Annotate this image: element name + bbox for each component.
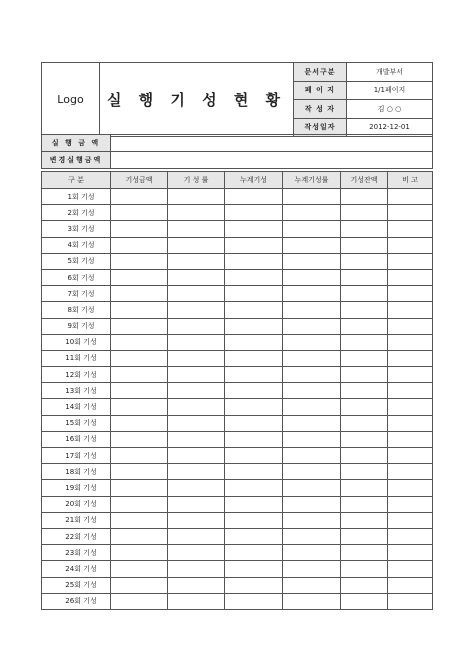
table-cell[interactable] — [341, 205, 388, 221]
row-label: 12회 기성 — [42, 367, 111, 383]
column-header: 누계기성 — [225, 172, 283, 189]
meta-value-page[interactable]: 1/1페이지 — [347, 81, 433, 100]
table-cell[interactable] — [388, 367, 433, 383]
table-cell[interactable] — [111, 318, 168, 334]
row-label: 17회 기성 — [42, 448, 111, 464]
table-cell[interactable] — [283, 253, 341, 269]
table-cell[interactable] — [168, 237, 225, 253]
table-cell[interactable] — [283, 334, 341, 350]
table-cell[interactable] — [111, 350, 168, 366]
table-cell[interactable] — [168, 415, 225, 431]
table-cell[interactable] — [225, 189, 283, 205]
table-cell[interactable] — [341, 399, 388, 415]
table-row — [42, 561, 433, 577]
table-cell[interactable] — [283, 448, 341, 464]
table-cell[interactable] — [341, 350, 388, 366]
table-cell[interactable] — [168, 286, 225, 302]
table-cell[interactable] — [111, 205, 168, 221]
table-cell[interactable] — [111, 302, 168, 318]
table-cell[interactable] — [283, 286, 341, 302]
table-cell[interactable] — [168, 269, 225, 285]
table-cell[interactable] — [283, 350, 341, 366]
table-cell[interactable] — [341, 415, 388, 431]
table-cell[interactable] — [388, 431, 433, 447]
table-cell[interactable] — [341, 269, 388, 285]
table-cell[interactable] — [111, 512, 168, 528]
table-cell[interactable] — [225, 512, 283, 528]
table-cell[interactable] — [225, 350, 283, 366]
table-cell[interactable] — [283, 367, 341, 383]
table-cell[interactable] — [283, 189, 341, 205]
table-row — [42, 350, 433, 366]
row-label: 23회 기성 — [42, 545, 111, 561]
table-row — [42, 205, 433, 221]
table-cell[interactable] — [225, 577, 283, 593]
table-cell[interactable] — [388, 237, 433, 253]
table-cell[interactable] — [111, 593, 168, 609]
table-cell[interactable] — [111, 415, 168, 431]
table-cell[interactable] — [341, 464, 388, 480]
table-cell[interactable] — [111, 237, 168, 253]
table-cell[interactable] — [111, 561, 168, 577]
table-cell[interactable] — [388, 189, 433, 205]
table-cell[interactable] — [168, 448, 225, 464]
table-cell[interactable] — [388, 448, 433, 464]
table-cell[interactable] — [111, 496, 168, 512]
meta-label-date: 작성일자 — [294, 118, 347, 137]
table-cell[interactable] — [168, 561, 225, 577]
table-cell[interactable] — [225, 561, 283, 577]
table-cell[interactable] — [388, 480, 433, 496]
table-row — [42, 286, 433, 302]
table-row — [42, 464, 433, 480]
table-cell[interactable] — [168, 577, 225, 593]
table-row — [42, 496, 433, 512]
table-cell[interactable] — [283, 480, 341, 496]
table-cell[interactable] — [341, 431, 388, 447]
table-cell[interactable] — [225, 237, 283, 253]
table-row — [42, 545, 433, 561]
row-label: 20회 기성 — [42, 496, 111, 512]
table-cell[interactable] — [111, 480, 168, 496]
table-cell[interactable] — [168, 545, 225, 561]
row-label: 24회 기성 — [42, 561, 111, 577]
table-cell[interactable] — [283, 237, 341, 253]
table-cell[interactable] — [225, 205, 283, 221]
progress-table — [41, 171, 433, 610]
row-label: 21회 기성 — [42, 512, 111, 528]
table-cell[interactable] — [341, 383, 388, 399]
table-cell[interactable] — [388, 399, 433, 415]
row-label: 3회 기성 — [42, 221, 111, 237]
column-header: 구 분 — [42, 172, 111, 189]
table-cell[interactable] — [388, 561, 433, 577]
row-label: 16회 기성 — [42, 431, 111, 447]
table-cell[interactable] — [283, 221, 341, 237]
table-cell[interactable] — [283, 496, 341, 512]
row-label: 6회 기성 — [42, 269, 111, 285]
table-cell[interactable] — [341, 237, 388, 253]
table-cell[interactable] — [283, 399, 341, 415]
table-cell[interactable] — [283, 464, 341, 480]
table-cell[interactable] — [111, 253, 168, 269]
meta-label-author: 작 성 자 — [294, 100, 347, 119]
table-cell[interactable] — [283, 577, 341, 593]
row-label: 19회 기성 — [42, 480, 111, 496]
table-cell[interactable] — [225, 496, 283, 512]
table-cell[interactable] — [283, 205, 341, 221]
table-cell[interactable] — [341, 480, 388, 496]
meta-label-page: 페 이 지 — [294, 81, 347, 100]
table-cell[interactable] — [168, 464, 225, 480]
table-cell[interactable] — [388, 269, 433, 285]
table-cell[interactable] — [283, 593, 341, 609]
table-row — [42, 334, 433, 350]
column-header: 기 성 률 — [168, 172, 225, 189]
logo: Logo — [42, 63, 100, 137]
table-cell[interactable] — [111, 367, 168, 383]
row-label: 14회 기성 — [42, 399, 111, 415]
table-cell[interactable] — [283, 431, 341, 447]
table-cell[interactable] — [388, 286, 433, 302]
table-cell[interactable] — [341, 318, 388, 334]
table-cell[interactable] — [111, 464, 168, 480]
changed-execution-amount-field[interactable] — [111, 152, 433, 169]
table-cell[interactable] — [388, 528, 433, 544]
row-label: 26회 기성 — [42, 593, 111, 609]
table-cell[interactable] — [388, 221, 433, 237]
row-label: 4회 기성 — [42, 237, 111, 253]
table-cell[interactable] — [341, 593, 388, 609]
table-cell[interactable] — [168, 350, 225, 366]
table-row — [42, 253, 433, 269]
document-title: 실 행 기 성 현 황 — [100, 63, 294, 137]
table-cell[interactable] — [283, 383, 341, 399]
table-cell[interactable] — [341, 577, 388, 593]
table-cell[interactable] — [168, 383, 225, 399]
table-row — [42, 189, 433, 205]
table-cell[interactable] — [168, 334, 225, 350]
table-row — [42, 399, 433, 415]
column-header: 기성금액 — [111, 172, 168, 189]
table-cell[interactable] — [225, 593, 283, 609]
table-cell[interactable] — [283, 545, 341, 561]
table-cell[interactable] — [225, 448, 283, 464]
table-cell[interactable] — [341, 189, 388, 205]
table-cell[interactable] — [341, 334, 388, 350]
table-cell[interactable] — [111, 269, 168, 285]
table-cell[interactable] — [388, 253, 433, 269]
table-cell[interactable] — [388, 205, 433, 221]
table-cell[interactable] — [341, 221, 388, 237]
table-row — [42, 383, 433, 399]
table-cell[interactable] — [225, 480, 283, 496]
table-row — [42, 577, 433, 593]
table-cell[interactable] — [225, 318, 283, 334]
table-cell[interactable] — [111, 383, 168, 399]
table-cell[interactable] — [388, 302, 433, 318]
meta-label-doc-type: 문서구분 — [294, 63, 347, 82]
row-label: 10회 기성 — [42, 334, 111, 350]
table-header-row — [42, 172, 433, 189]
table-cell[interactable] — [225, 464, 283, 480]
amount-table — [41, 134, 433, 169]
table-cell[interactable] — [168, 189, 225, 205]
table-cell[interactable] — [283, 302, 341, 318]
table-cell[interactable] — [111, 528, 168, 544]
table-cell[interactable] — [341, 496, 388, 512]
table-cell[interactable] — [111, 286, 168, 302]
table-cell[interactable] — [388, 577, 433, 593]
table-cell[interactable] — [111, 334, 168, 350]
table-cell[interactable] — [225, 545, 283, 561]
table-cell[interactable] — [388, 415, 433, 431]
table-cell[interactable] — [168, 367, 225, 383]
row-label: 8회 기성 — [42, 302, 111, 318]
table-cell[interactable] — [168, 399, 225, 415]
execution-amount-field[interactable] — [111, 135, 433, 152]
table-cell[interactable] — [388, 318, 433, 334]
table-cell[interactable] — [388, 545, 433, 561]
table-cell[interactable] — [225, 383, 283, 399]
table-row — [42, 448, 433, 464]
row-label: 18회 기성 — [42, 464, 111, 480]
table-row — [42, 593, 433, 609]
table-cell[interactable] — [111, 399, 168, 415]
table-cell[interactable] — [388, 593, 433, 609]
column-header: 기성잔액 — [341, 172, 388, 189]
table-row — [42, 415, 433, 431]
table-row — [42, 480, 433, 496]
table-cell[interactable] — [111, 448, 168, 464]
table-cell[interactable] — [388, 464, 433, 480]
table-cell[interactable] — [388, 512, 433, 528]
table-cell[interactable] — [388, 383, 433, 399]
table-cell[interactable] — [225, 286, 283, 302]
table-cell[interactable] — [341, 561, 388, 577]
table-cell[interactable] — [168, 480, 225, 496]
table-row — [42, 431, 433, 447]
table-cell[interactable] — [388, 334, 433, 350]
table-cell[interactable] — [168, 528, 225, 544]
table-cell[interactable] — [168, 205, 225, 221]
header-table — [41, 62, 433, 137]
column-header: 비 고 — [388, 172, 433, 189]
meta-value-date[interactable]: 2012-12-01 — [347, 118, 433, 137]
table-cell[interactable] — [225, 399, 283, 415]
table-row — [42, 269, 433, 285]
changed-execution-amount-label: 변경실행금액 — [42, 152, 111, 169]
execution-amount-label: 실 행 금 액 — [42, 135, 111, 152]
table-cell[interactable] — [111, 189, 168, 205]
row-label: 9회 기성 — [42, 318, 111, 334]
table-row — [42, 318, 433, 334]
row-label: 22회 기성 — [42, 528, 111, 544]
table-cell[interactable] — [341, 528, 388, 544]
table-row — [42, 221, 433, 237]
table-cell[interactable] — [168, 593, 225, 609]
table-cell[interactable] — [111, 221, 168, 237]
table-cell[interactable] — [168, 253, 225, 269]
table-cell[interactable] — [341, 253, 388, 269]
row-label: 11회 기성 — [42, 350, 111, 366]
table-cell[interactable] — [388, 496, 433, 512]
table-cell[interactable] — [388, 350, 433, 366]
table-cell[interactable] — [341, 367, 388, 383]
table-cell[interactable] — [225, 367, 283, 383]
row-label: 7회 기성 — [42, 286, 111, 302]
table-row — [42, 528, 433, 544]
table-cell[interactable] — [225, 415, 283, 431]
table-cell[interactable] — [283, 269, 341, 285]
column-header: 누계기성률 — [283, 172, 341, 189]
table-cell[interactable] — [283, 415, 341, 431]
table-cell[interactable] — [341, 545, 388, 561]
table-row — [42, 237, 433, 253]
table-row — [42, 367, 433, 383]
row-label: 5회 기성 — [42, 253, 111, 269]
table-cell[interactable] — [111, 577, 168, 593]
table-row — [42, 302, 433, 318]
table-cell[interactable] — [341, 512, 388, 528]
table-cell[interactable] — [225, 334, 283, 350]
table-row — [42, 512, 433, 528]
table-cell[interactable] — [283, 318, 341, 334]
table-cell[interactable] — [225, 269, 283, 285]
table-cell[interactable] — [225, 528, 283, 544]
row-label: 2회 기성 — [42, 205, 111, 221]
table-cell[interactable] — [168, 512, 225, 528]
table-cell[interactable] — [341, 286, 388, 302]
table-cell[interactable] — [111, 431, 168, 447]
table-cell[interactable] — [283, 512, 341, 528]
meta-value-doc-type[interactable]: 개발부서 — [347, 63, 433, 82]
table-cell[interactable] — [168, 496, 225, 512]
table-cell[interactable] — [225, 221, 283, 237]
table-cell[interactable] — [168, 431, 225, 447]
table-cell[interactable] — [168, 221, 225, 237]
row-label: 15회 기성 — [42, 415, 111, 431]
row-label: 1회 기성 — [42, 189, 111, 205]
table-cell[interactable] — [283, 561, 341, 577]
table-cell[interactable] — [111, 545, 168, 561]
table-cell[interactable] — [168, 302, 225, 318]
meta-value-author[interactable]: 김 ○ ○ — [347, 100, 433, 119]
row-label: 25회 기성 — [42, 577, 111, 593]
table-cell[interactable] — [283, 528, 341, 544]
table-cell[interactable] — [168, 318, 225, 334]
table-cell[interactable] — [225, 253, 283, 269]
table-cell[interactable] — [225, 431, 283, 447]
table-cell[interactable] — [225, 302, 283, 318]
table-cell[interactable] — [341, 448, 388, 464]
table-cell[interactable] — [341, 302, 388, 318]
row-label: 13회 기성 — [42, 383, 111, 399]
